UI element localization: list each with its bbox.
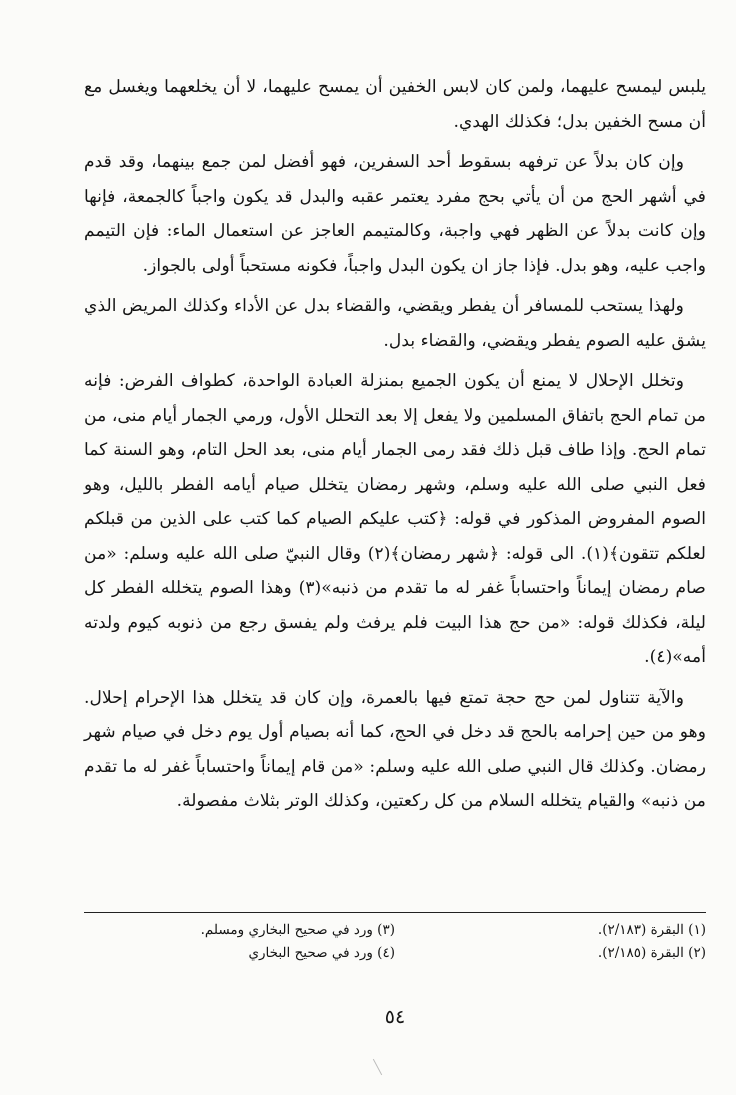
paragraph-2: وإن كان بدلاً عن ترفهه بسقوط أحد السفرين، فهو أفضل لمن جمع بينهما، وقد قدم في أشهر الحج من أن يأتي بحج مفرد يعتمر عقبه والبدل قد يكون واجباً كالجمعة، فإنها وإن كانت بدلاً عن الظهر فهي واجبة، وكالمتيمم العاجز عن استعمال الماء: فإن التيمم واجب عليه، وهو بدل. فإذا جاز ان يكون البدل واجباً، فكونه مستحباً أولى بالجواز. (84, 152, 706, 276)
paragraph-1: يلبس ليمسح عليهما، ولمن كان لابس الخفين أن يمسح عليهما، لا أن يخلعهما ويغسل مع أن مسح الخفين بدل؛ فكذلك الهدي. (84, 77, 706, 132)
footnote-2: (٢) البقرة (٢/١٨٥). (597, 945, 706, 961)
scan-mark (373, 1059, 382, 1075)
main-text (84, 70, 706, 819)
footnote-3: (٣) ورد في صحيح البخاري ومسلم. (200, 922, 395, 938)
footnote-divider (84, 912, 706, 913)
footnote-4: (٤) ورد في صحيح البخاري (248, 945, 395, 961)
page-number: ٥٤ (384, 1006, 406, 1028)
footnote-1: (١) البقرة (٢/١٨٣). (597, 922, 706, 938)
footnotes (84, 920, 706, 964)
paragraph-5: والآية تتناول لمن حج حجة تمتع فيها بالعمرة، وإن كان قد يتخلل هذا الإحرام إحلال. وهو من حين إحرامه بالحج قد دخل في الحج، كما أنه بصيام أول يوم دخل في صيام شهر رمضان. وكذلك قال النبي صلى الله عليه وسلم: «من قام إيماناً واحتساباً غفر له ما تقدم من ذنبه» والقيام يتخلله السلام من كل ركعتين، وكذلك الوتر بثلاث مفصولة. (84, 687, 706, 811)
paragraph-3: ولهذا يستحب للمسافر أن يفطر ويقضي، والقضاء بدل عن الأداء وكذلك المريض الذي يشق عليه الصوم يفطر ويقضي، والقضاء بدل. (84, 296, 706, 351)
book-page (84, 70, 706, 1060)
paragraph-4: وتخلل الإحلال لا يمنع أن يكون الجميع بمنزلة العبادة الواحدة، كطواف الفرض: فإنه من تمام الحج باتفاق المسلمين ولا يفعل إلا بعد التحلل الأول، ورمي الجمار أيام منى، من تمام الحج. وإذا طاف قبل ذلك فقد رمى الجمار أيام منى، بعد الحل التام، وهو السنة كما فعل النبي صلى الله عليه وسلم، وشهر رمضان يتخلل صيام أيامه الفطر بالليل، وهو الصوم المفروض المذكور في قوله: ﴿كتب عليكم الصيام كما كتب على الذين من قبلكم لعلكم تتقون﴾(١). الى قوله: ﴿شهر رمضان﴾(٢) وقال النبيّ صلى الله عليه وسلم: «من صام رمضان إيماناً واحتساباً غفر له ما تقدم من ذنبه»(٣) وهذا الصوم يتخلله الفطر كل ليلة، فكذلك قوله: «من حج هذا البيت فلم يرفث ولم يفسق رجع من ذنوبه كيوم ولدته أمه»(٤). (84, 371, 706, 667)
